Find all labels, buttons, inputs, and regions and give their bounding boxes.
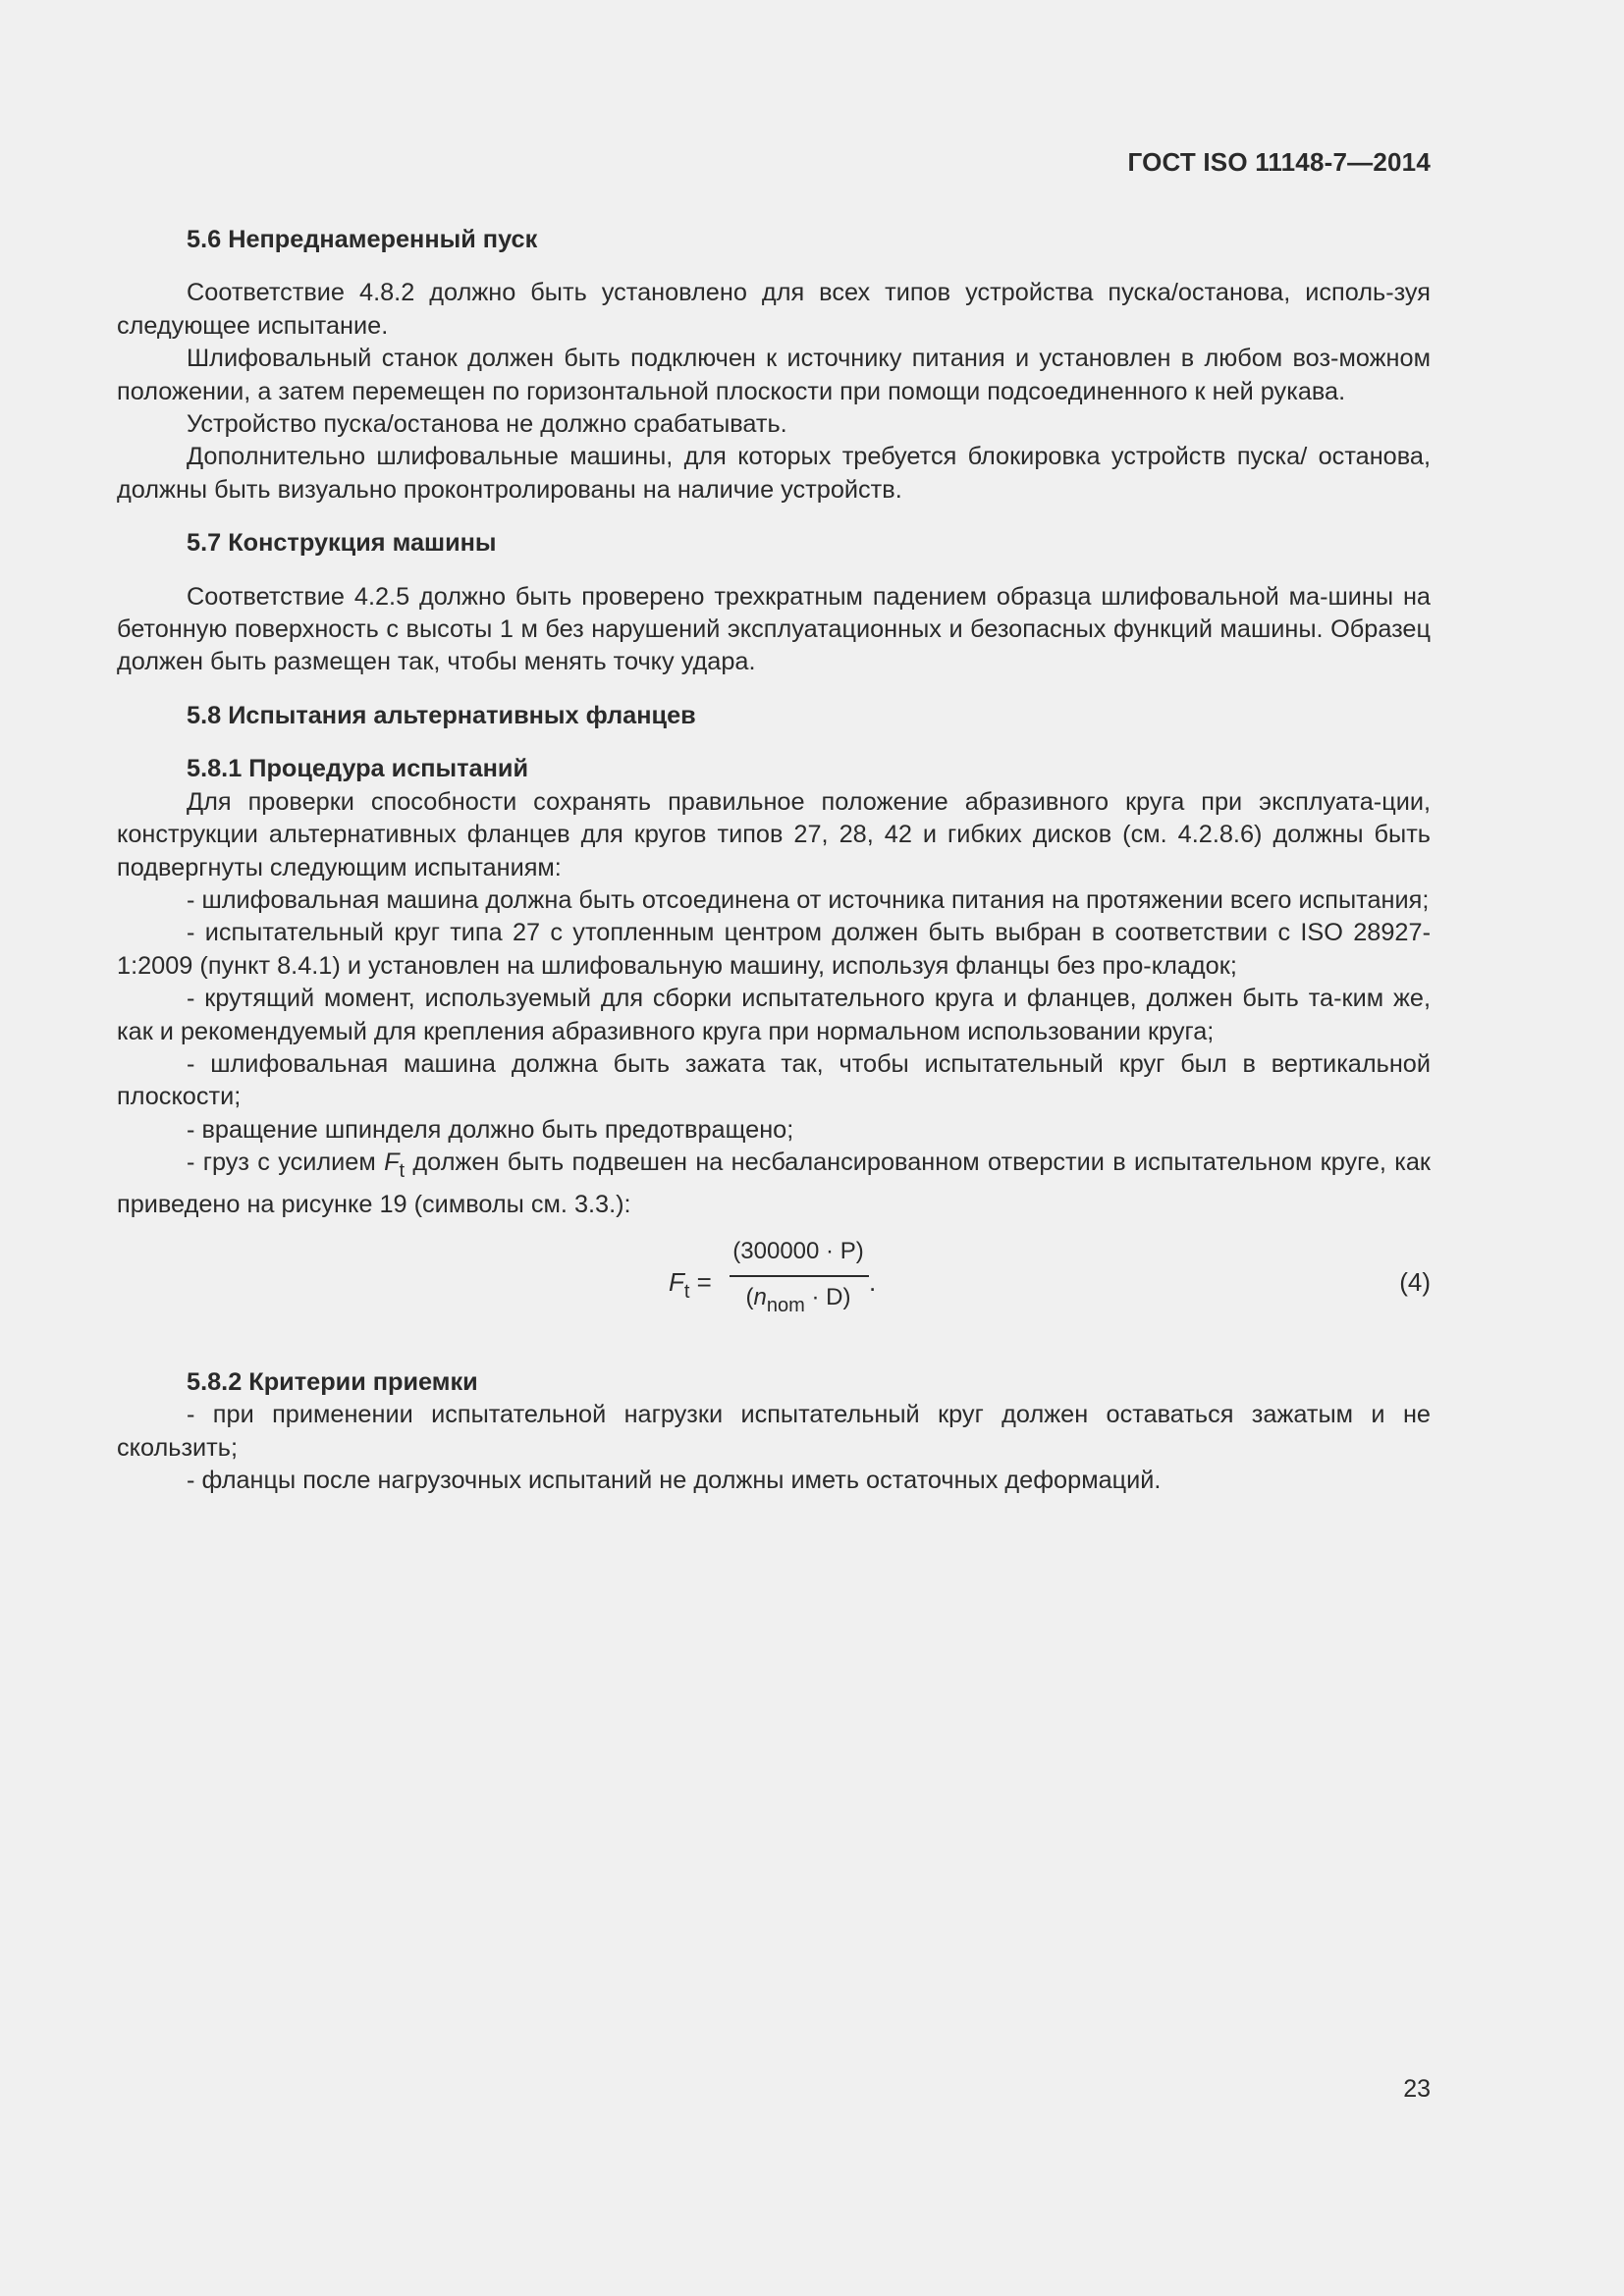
page-number: 23 [1403, 2075, 1431, 2103]
list-item: - при применении испытательной нагрузки испытательный круг должен оставаться зажатым и не скользить; [117, 1401, 1431, 1462]
den-sub: nom [766, 1295, 805, 1317]
document-body [117, 224, 1431, 1498]
list-item-load [117, 1147, 1431, 1221]
section-5-8-1-title: 5.8.1 Процедура испытаний [187, 755, 528, 783]
list-item: - крутящий момент, используемый для сборки испытательного круга и фланцев, должен быть та-ким же, как и рекомендуемый для крепления абразивного круга при нормальном использовании круга; [117, 985, 1431, 1045]
formula-lhs-sub: t [683, 1280, 690, 1303]
section-5-8-title: 5.8 Испытания альтернативных фланцев [187, 701, 696, 729]
section-5-6-paragraph-4: Дополнительно шлифовальные машины, для которых требуется блокировка устройств пуска/ останова, должны быть визуально проконтролированы на наличие устройств. [117, 443, 1431, 504]
force-subscript: t [399, 1160, 406, 1183]
section-5-6-paragraph-1: Соответствие 4.8.2 должно быть установлено для всех типов устройства пуска/останова, исполь-зуя следующее испытание. [117, 279, 1431, 340]
formula-denominator [730, 1277, 867, 1322]
list-item-load-text-b: должен быть подвешен на несбалансированном отверстии в испытательном круге, как приведено на рисунке 19 (символы см. 3.3.): [117, 1148, 1431, 1218]
section-5-6-title: 5.6 Непреднамеренный пуск [187, 226, 538, 253]
formula-numerator: (300000 · P) [732, 1237, 864, 1264]
formula-equals: = [689, 1266, 712, 1297]
list-item: - испытательный круг типа 27 с утопленным центром должен быть выбран в соответствии с ISO 28927-1:2009 (пункт 8.4.1) и установлен на шлифовальную машину, используя фланцы без про-кладок; [117, 919, 1431, 980]
list-item: - шлифовальная машина должна быть зажата так, чтобы испытательный круг был в вертикальной плоскости; [117, 1049, 1431, 1111]
section-5-8-1-intro: Для проверки способности сохранять правильное положение абразивного круга при эксплуата-ции, конструкции альтернативных фланцев для кругов типов 27, 28, 42 и гибких дисков (см. 4.2.8.6) должны быть подвергнуты следующим испытаниям: [117, 787, 1431, 881]
list-item: - фланцы после нагрузочных испытаний не должны иметь остаточных деформаций. [187, 1467, 1162, 1495]
formula-number: (4) [1399, 1266, 1431, 1297]
den-rest: · D) [804, 1284, 851, 1311]
den-open: ( [745, 1284, 754, 1311]
formula-lhs [669, 1266, 712, 1308]
section-5-7-title: 5.7 Конструкция машины [187, 529, 497, 558]
formula-fraction [730, 1235, 867, 1323]
formula-lhs-var: F [669, 1266, 684, 1297]
list-item-load-text-a: - груз с усилием [187, 1148, 385, 1177]
list-item: - вращение шпинделя должно быть предотвращено; [187, 1115, 794, 1144]
section-5-7-paragraph-1: Соответствие 4.2.5 должно быть проверено трехкратным падением образца шлифовальной ма-шины на бетонную поверхность с высоты 1 м без нарушений эксплуатационных и безопасных функций машины. Образец должен быть размещен так, чтобы менять точку удара. [117, 582, 1431, 676]
list-item: - шлифовальная машина должна быть отсоединена от источника питания на протяжении всего испытания; [187, 885, 1430, 914]
section-5-6-paragraph-3: Устройство пуска/останова не должно срабатывать. [187, 410, 787, 439]
force-variable: F [384, 1148, 400, 1177]
section-5-8-2-title: 5.8.2 Критерии приемки [187, 1367, 478, 1396]
formula-4 [117, 1227, 1431, 1366]
den-var: n [753, 1284, 767, 1311]
section-5-6-paragraph-2: Шлифовальный станок должен быть подключен к источнику питания и установлен в любом воз-можном положении, а затем перемещен по горизонтальной плоскости при помощи подсоединенного к ней рукава. [117, 345, 1431, 405]
standard-header: ГОСТ ISO 11148-7—2014 [1127, 147, 1431, 177]
formula-period: . [869, 1266, 877, 1297]
